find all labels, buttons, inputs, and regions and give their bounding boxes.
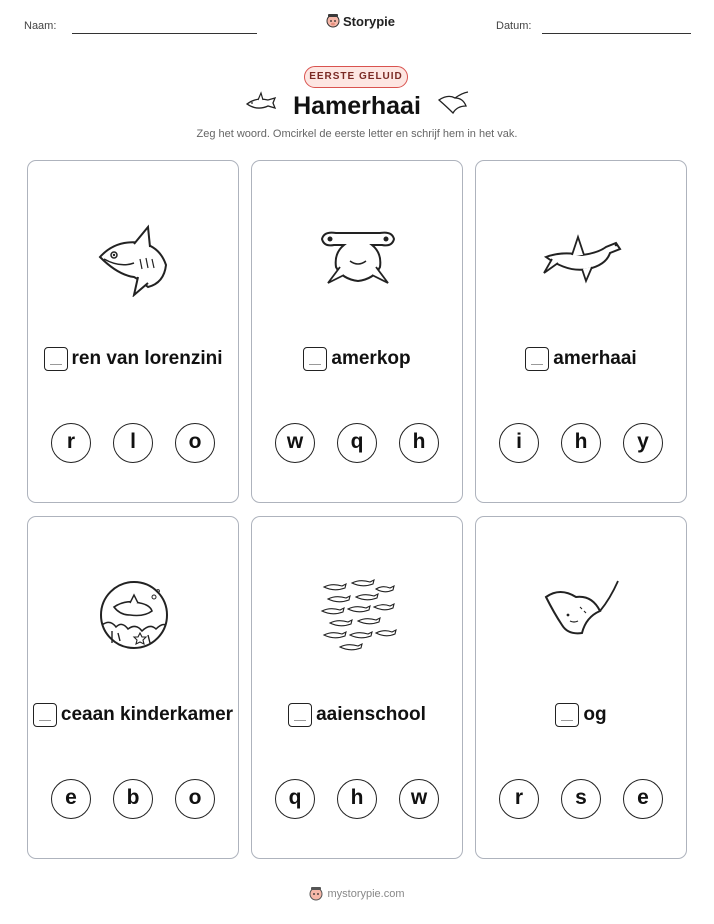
answer-box-5[interactable] [288, 703, 312, 727]
word-card-4 [27, 516, 239, 859]
letter-choices-2 [252, 423, 462, 463]
letter-choice[interactable]: e [51, 779, 91, 819]
word-3 [476, 347, 686, 371]
word-1 [28, 347, 238, 371]
word-rest-4: ceaan kinderkamer [60, 704, 234, 725]
brand-name: Storypie [343, 13, 396, 29]
pig-mascot-icon [309, 886, 323, 902]
shark-icon [94, 221, 174, 297]
instruction-text: Zeg het woord. Omcirkel de eerste letter en schrijf hem in het vak. [196, 128, 518, 140]
topic-badge: EERSTE GELUID [304, 66, 408, 88]
hammerhead-front-icon [318, 221, 398, 297]
letter-choice[interactable]: o [175, 779, 215, 819]
letter-choice[interactable]: o [175, 423, 215, 463]
word-5 [252, 703, 462, 727]
word-card-5 [251, 516, 463, 859]
letter-choice[interactable]: w [399, 779, 439, 819]
stingray-icon [542, 577, 622, 653]
date-field[interactable] [542, 33, 691, 34]
letter-choice[interactable]: h [399, 423, 439, 463]
letter-choice[interactable]: r [499, 779, 539, 819]
letter-choice[interactable]: r [51, 423, 91, 463]
word-rest-2: amerkop [331, 348, 411, 369]
word-card-1 [27, 160, 239, 503]
answer-box-2[interactable] [303, 347, 327, 371]
letter-choice[interactable]: b [113, 779, 153, 819]
date-label: Datum: [496, 20, 532, 32]
letter-choices-4 [28, 779, 238, 819]
footer-url[interactable]: mystorypie.com [327, 888, 405, 900]
letter-choices-1 [28, 423, 238, 463]
word-card-2 [251, 160, 463, 503]
answer-box-6[interactable] [555, 703, 579, 727]
name-field[interactable] [72, 33, 257, 34]
letter-choice[interactable]: w [275, 423, 315, 463]
word-card-3 [475, 160, 687, 503]
letter-choices-3 [476, 423, 686, 463]
letter-choice[interactable]: l [113, 423, 153, 463]
page-title: Hamerhaai [293, 92, 421, 120]
letter-choice[interactable]: y [623, 423, 663, 463]
letter-choice[interactable]: q [337, 423, 377, 463]
name-label: Naam: [24, 20, 57, 32]
word-rest-5: aaienschool [316, 704, 426, 725]
word-rest-6: og [583, 704, 607, 725]
word-rest-1: ren van lorenzini [71, 348, 223, 369]
ocean-nursery-icon [94, 577, 174, 653]
letter-choice[interactable]: e [623, 779, 663, 819]
hammerhead-shark-icon [542, 221, 622, 297]
letter-choice[interactable]: h [337, 779, 377, 819]
answer-box-4[interactable] [33, 703, 57, 727]
letter-choice[interactable]: s [561, 779, 601, 819]
answer-box-3[interactable] [525, 347, 549, 371]
letter-choices-5 [252, 779, 462, 819]
word-2 [252, 347, 462, 371]
answer-box-1[interactable] [44, 347, 68, 371]
letter-choice[interactable]: q [275, 779, 315, 819]
letter-choice[interactable]: i [499, 423, 539, 463]
letter-choices-6 [476, 779, 686, 819]
shark-school-icon [318, 577, 398, 653]
word-card-6 [475, 516, 687, 859]
letter-choice[interactable]: h [561, 423, 601, 463]
pig-mascot-icon [326, 13, 340, 29]
word-rest-3: amerhaai [553, 348, 637, 369]
stingray-title-icon [436, 90, 470, 118]
word-4 [28, 703, 238, 727]
word-6 [476, 703, 686, 727]
brand-logo [326, 13, 395, 29]
footer [0, 886, 714, 902]
